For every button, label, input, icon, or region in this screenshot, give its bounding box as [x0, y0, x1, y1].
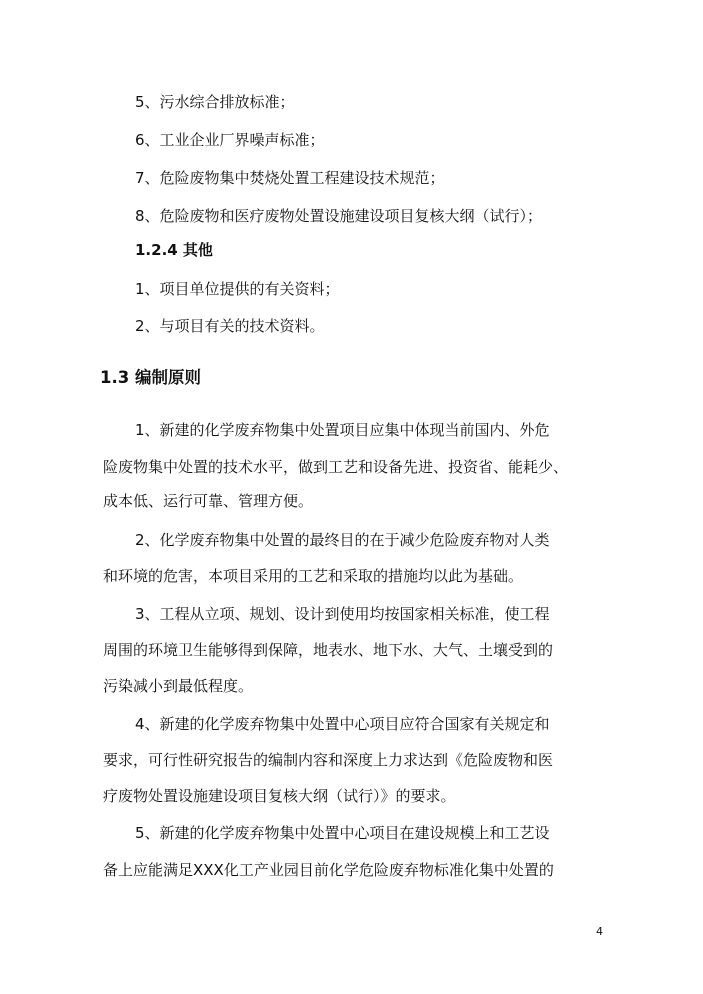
section-heading-1-3: 1.3 编制原则: [100, 368, 201, 387]
paragraph-1-line-2: 险废物集中处置的技术水平，做到工艺和设备先进、投资省、能耗少、: [103, 458, 569, 476]
list-item-7: 7、危险废物集中焚烧处置工程建设技术规范；: [135, 169, 445, 187]
reference-item-2: 2、与项目有关的技术资料。: [135, 317, 325, 335]
paragraph-4-line-1: 4、新建的化学废弃物集中处置中心项目应符合国家有关规定和: [135, 715, 550, 733]
section-heading-1-2-4: 1.2.4 其他: [135, 241, 213, 259]
paragraph-4-line-2: 要求，可行性研究报告的编制内容和深度上力求达到《危险废物和医: [103, 751, 554, 769]
paragraph-1-line-1: 1、新建的化学废弃物集中处置项目应集中体现当前国内、外危: [135, 421, 550, 439]
list-item-8: 8、危险废物和医疗废物处置设施建设项目复核大纲（试行）；: [135, 207, 543, 225]
paragraph-3-line-3: 污染减小到最低程度。: [103, 677, 254, 695]
list-item-5: 5、污水综合排放标准；: [135, 93, 295, 111]
paragraph-3-line-2: 周围的环境卫生能够得到保障，地表水、地下水、大气、土壤受到的: [103, 641, 554, 659]
reference-item-1: 1、项目单位提供的有关资料；: [135, 280, 340, 298]
paragraph-3-line-1: 3、工程从立项、规划、设计到使用均按国家相关标准，使工程: [135, 605, 550, 623]
paragraph-5-line-1: 5、新建的化学废弃物集中处置中心项目在建设规模上和工艺设: [135, 824, 550, 842]
paragraph-5-line-2: 备上应能满足XXX化工产业园目前化学危险废弃物标准化集中处置的: [103, 861, 554, 879]
paragraph-1-line-3: 成本低、运行可靠、管理方便。: [103, 492, 314, 510]
page-number: 4: [596, 925, 603, 938]
paragraph-2-line-1: 2、化学废弃物集中处置的最终目的在于减少危险废弃物对人类: [135, 531, 550, 549]
paragraph-2-line-2: 和环境的危害，本项目采用的工艺和采取的措施均以此为基础。: [103, 567, 524, 585]
paragraph-4-line-3: 疗废物处置设施建设项目复核大纲（试行）》的要求。: [103, 787, 456, 805]
list-item-6: 6、工业企业厂界噪声标准；: [135, 131, 325, 149]
